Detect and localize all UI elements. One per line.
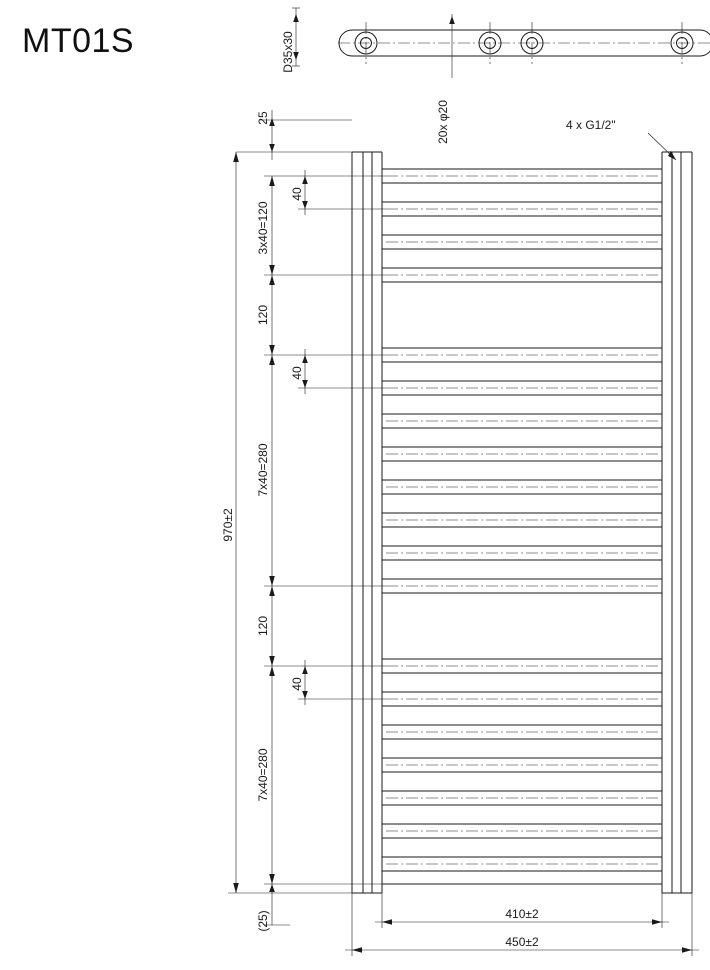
dim-120b-arrow-top	[269, 586, 275, 596]
dim-25-arrow-top	[269, 118, 275, 126]
dim-410-arrow-left	[382, 919, 392, 925]
label-overall-width: 450±2	[505, 935, 539, 949]
dim-970-arrow-top	[233, 152, 239, 162]
dim-120a-arrow-bottom	[269, 345, 275, 355]
top-view-group	[292, 8, 710, 66]
front-view-group	[352, 133, 692, 893]
dim-450-arrow-left	[352, 947, 362, 953]
label-gap2: 120	[256, 615, 270, 637]
dimension-lines-left	[228, 110, 386, 925]
dim-40a-arrow-bottom	[302, 201, 308, 209]
hole-callout-group	[449, 14, 455, 78]
dim-3x40-arrow-top	[269, 176, 275, 186]
dim-7x40b-arrow-bottom	[269, 874, 275, 884]
label-bracket-size: D35x30	[281, 31, 295, 73]
dim-40b-arrow-bottom	[302, 380, 308, 388]
label-group1-total: 3x40=120	[256, 201, 270, 255]
dim-450-arrow-right	[682, 947, 692, 953]
dim-410-arrow-right	[652, 919, 662, 925]
label-bottom-gap: (25)	[256, 910, 270, 932]
rung-group-middle	[382, 348, 662, 593]
label-top-gap: 25	[256, 111, 270, 125]
dim-3x40-arrow-bottom	[269, 265, 275, 275]
dim-25-arrow-bottom	[269, 144, 275, 152]
label-overall-height: 970±2	[221, 508, 235, 542]
dim-40b-arrow-top	[302, 355, 308, 363]
rung-group-top	[382, 169, 662, 282]
page-title: MT01S	[22, 22, 135, 60]
label-holes: 20x φ20	[436, 100, 450, 144]
label-gap1: 120	[256, 304, 270, 326]
label-group1-pitch: 40	[290, 187, 304, 201]
dim-120a-arrow-top	[269, 275, 275, 285]
dim-7x40b-arrow-top	[269, 666, 275, 676]
dim-7x40a-arrow-top	[269, 355, 275, 365]
dim-40c-arrow-top	[302, 666, 308, 674]
rung-group-bottom	[382, 659, 662, 884]
label-group2-pitch: 40	[290, 366, 304, 380]
top-left-arrow-down	[293, 14, 299, 22]
dim-970-arrow-bottom	[233, 883, 239, 893]
dim-7x40a-arrow-bottom	[269, 576, 275, 586]
label-group3-total: 7x40=280	[256, 748, 270, 802]
label-group2-total: 7x40=280	[256, 443, 270, 497]
dim-25b-arrow-top	[269, 884, 275, 892]
dim-120b-arrow-bottom	[269, 656, 275, 666]
label-group3-pitch: 40	[290, 677, 304, 691]
label-inner-width: 410±2	[505, 907, 539, 921]
hole-callout-arrow	[449, 16, 455, 24]
dim-40c-arrow-bottom	[302, 691, 308, 699]
dim-40a-arrow-top	[302, 176, 308, 184]
label-connections: 4 x G1/2"	[566, 118, 616, 132]
